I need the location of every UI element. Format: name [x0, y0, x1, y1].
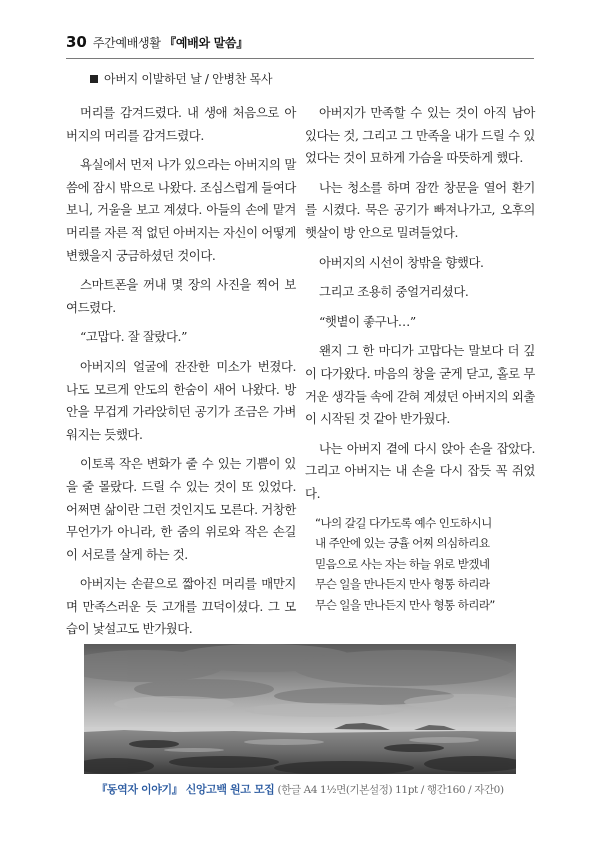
section-heading: [90, 70, 272, 87]
caption-title: 『동역자 이야기』 신앙고백 원고 모집: [96, 783, 275, 796]
hymn-line: 무슨 일을 만나든지 만사 형통 하리라: [315, 577, 490, 591]
publication-name: [93, 34, 248, 51]
hymn-line: “나의 갈길 다가도록 예수 인도하시니: [315, 515, 492, 530]
paragraph: 이토록 작은 변화가 줄 수 있는 기쁨이 있을 줄 몰랐다. 드릴 수 있는 것이 또 있었다. 어쩌면 삶이란 그런 것인지도 모른다. 거창한 무언가가 아니라, 한 줌의 위로와 작은 손길이 서로를 살게 하는 것.: [66, 456, 296, 562]
publication-title: 『예배와 말씀』: [164, 36, 248, 50]
paragraph: 아버지가 만족할 수 있는 것이 아직 남아 있다는 것, 그리고 그 만족을 내가 드릴 수 있었다는 것이 묘하게 가슴을 따뜻하게 했다.: [305, 105, 535, 166]
article-column-right: [305, 102, 535, 622]
paragraph: 나는 아버지 곁에 다시 앉아 손을 잡았다. 그리고 아버지는 내 손을 다시 잡듯 꼭 쥐었다.: [305, 440, 535, 501]
paragraph: 아버지의 시선이 창밖을 향했다.: [319, 254, 484, 270]
article-column-left: [66, 102, 296, 648]
paragraph: “고맙다. 잘 잘랐다.”: [80, 329, 188, 345]
paragraph: 아버지의 얼굴에 잔잔한 미소가 번졌다. 나도 모르게 안도의 한숨이 새어 나왔다. 방 안을 무겁게 가라앉히던 공기가 조금은 가벼워지는 듯했다.: [66, 358, 296, 442]
paragraph: 욕실에서 먼저 나가 있으라는 아버지의 말씀에 잠시 밖으로 나왔다. 조심스럽게 들여다보니, 거울을 보고 계셨다. 아들의 손에 맡겨 머리를 자른 적 없던 아버지는 자신이 어떻게 변했을지 궁금하셨던 것이다.: [66, 157, 296, 263]
caption-format-note: (한글 A4 1½면(기본설정) 11pt / 행간160 / 자간0): [277, 784, 504, 796]
section-title: 아버지 이발하던 날 / 안병찬 목사: [104, 72, 273, 86]
paragraph: 스마트폰을 꺼내 몇 장의 사진을 찍어 보여드렸다.: [66, 277, 296, 315]
page-header: [66, 33, 248, 51]
hymn-line: 무슨 일을 만나든지 만사 형통 하리라”: [315, 597, 495, 612]
hymn-line: 내 주안에 있는 긍휼 어찌 의심하리요: [315, 536, 490, 550]
paragraph: 왠지 그 한 마디가 고맙다는 말보다 더 깊이 다가왔다. 마음의 창을 굳게 닫고, 홀로 무거운 생각들 속에 갇혀 계셨던 아버지의 외출이 시작된 것 같아 반가웠다.: [305, 343, 535, 427]
paragraph: 아버지는 손끝으로 짧아진 머리를 매만지며 만족스러운 듯 고개를 끄덕이셨다. 그 모습이 낯설고도 반가웠다.: [66, 576, 296, 637]
hymn-line: 믿음으로 사는 자는 하늘 위로 받겠네: [315, 556, 490, 571]
paragraph: “햇볕이 좋구나…”: [319, 313, 416, 329]
paragraph: 그리고 조용히 중얼거리셨다.: [319, 284, 469, 300]
paragraph: 나는 청소를 하며 잠깐 창문을 열어 환기를 시켰다. 묵은 공기가 빠져나가고, 오후의 햇살이 방 안으로 밀려들었다.: [305, 179, 535, 240]
square-bullet-icon: [90, 75, 98, 83]
hymn-quote: [305, 513, 535, 616]
manuscript-call-caption: [84, 781, 516, 797]
header-divider: [66, 58, 534, 59]
publication-label: 주간예배생활: [92, 36, 161, 50]
paragraph: 머리를 감겨드렸다. 내 생애 처음으로 아버지의 머리를 감겨드렸다.: [66, 105, 296, 143]
page-number: 30: [66, 33, 87, 51]
landscape-photo: [84, 644, 516, 774]
